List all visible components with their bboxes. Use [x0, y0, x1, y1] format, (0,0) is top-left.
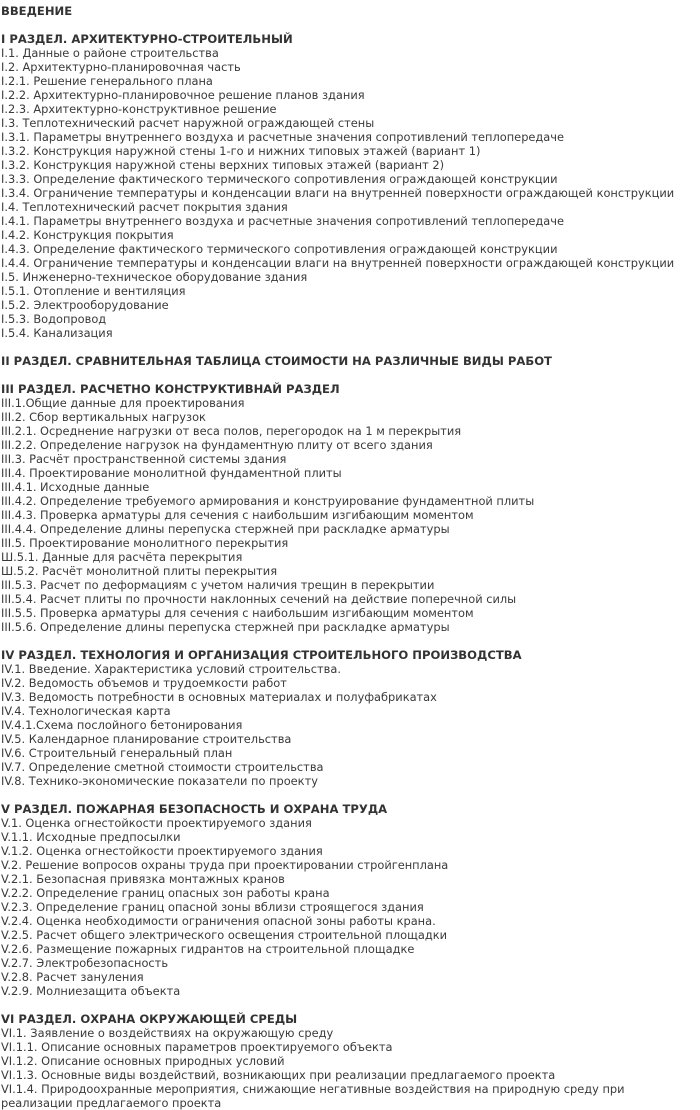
- toc-entry: I.4.3. Определение фактического термического сопротивления ограждающей конструкции: [1, 242, 558, 256]
- toc-entry: I.2.2. Архитектурно-планировочное решение планов здания: [1, 88, 365, 102]
- toc-entry: III.2.1. Осреднение нагрузки от веса полов, перегородок на 1 м перекрытия: [1, 424, 462, 438]
- toc-entry: IV.4. Технологическая карта: [1, 704, 171, 718]
- toc-entry: I.4.4. Ограничение температуры и конденсации влаги на внутренней поверхности ограждающей конструкции: [1, 256, 675, 270]
- toc-entry: V.2. Решение вопросов охраны труда при проектировании стройгенплана: [1, 858, 449, 872]
- section-heading: III РАЗДЕЛ. РАСЧЕТНО КОНСТРУКТИВНАЙ РАЗДЕЛ: [1, 382, 340, 396]
- section-heading: VI РАЗДЕЛ. ОХРАНА ОКРУЖАЮЩЕЙ СРЕДЫ: [1, 1012, 298, 1026]
- toc-entry: V.2.5. Расчет общего электрического освещения строительной площадки: [1, 928, 447, 942]
- toc-entry: I.2.1. Решение генерального плана: [1, 74, 213, 88]
- toc-entry: V.2.2. Определение границ опасных зон работы крана: [1, 886, 330, 900]
- toc-entry: III.5.6. Определение длины перепуска стержней при раскладке арматуры: [1, 620, 450, 634]
- toc-entry: III.5.3. Расчет по деформациям с учетом наличия трещин в перекрытии: [1, 578, 435, 592]
- section-heading: V РАЗДЕЛ. ПОЖАРНАЯ БЕЗОПАСНОСТЬ И ОХРАНА ТРУДА: [1, 802, 388, 816]
- toc-entry: III.2.2. Определение нагрузок на фундаментную плиту от всего здания: [1, 438, 433, 452]
- toc-entry: III.2. Сбор вертикальных нагрузок: [1, 410, 206, 424]
- section-gap: [1, 18, 700, 32]
- toc-entry: I.3.2. Конструкция наружной стены верхних типовых этажей (вариант 2): [1, 158, 445, 172]
- toc-entry: I.5. Инженерно-техническое оборудование здания: [1, 270, 308, 284]
- toc-entry: I.2.3. Архитектурно-конструктивное решение: [1, 102, 277, 116]
- toc-entry: Ш.5.2. Расчёт монолитной плиты перекрытия: [1, 564, 278, 578]
- toc-entry: III.5. Проектирование монолитного перекрытия: [1, 536, 289, 550]
- toc-entry: IV.7. Определение сметной стоимости строительства: [1, 760, 324, 774]
- toc-entry: I.3.2. Конструкция наружной стены 1-го и нижних типовых этажей (вариант 1): [1, 144, 481, 158]
- toc-entry: VI.1.2. Описание основных природных условий: [1, 1054, 285, 1068]
- toc-entry: III.3. Расчёт пространственной системы здания: [1, 452, 287, 466]
- toc-entry: IV.8. Технико-экономические показатели по проекту: [1, 774, 318, 788]
- toc-entry: III.4.1. Исходные данные: [1, 480, 150, 494]
- toc-entry: III.4.2. Определение требуемого армирования и конструирование фундаментной плиты: [1, 494, 535, 508]
- toc-entry: I.3.4. Ограничение температуры и конденсации влаги на внутренней поверхности ограждающей конструкции: [1, 186, 675, 200]
- toc-entry: III.1.Общие данные для проектирования: [1, 396, 245, 410]
- toc-entry: III.5.5. Проверка арматуры для сечения с наибольшим изгибающим моментом: [1, 606, 474, 620]
- toc-entry: III.4. Проектирование монолитной фундаментной плиты: [1, 466, 342, 480]
- section-heading: IV РАЗДЕЛ. ТЕХНОЛОГИЯ И ОРГАНИЗАЦИЯ СТРОИТЕЛЬНОГО ПРОИЗВОДСТВА: [1, 648, 522, 662]
- section-heading: I РАЗДЕЛ. АРХИТЕКТУРНО-СТРОИТЕЛЬНЫЙ: [1, 32, 293, 46]
- toc-entry: I.4.1. Параметры внутреннего воздуха и расчетные значения сопротивлений теплопередаче: [1, 214, 565, 228]
- toc-entry: I.4. Теплотехнический расчет покрытия здания: [1, 200, 288, 214]
- section-gap: [1, 368, 700, 382]
- toc-entry: I.5.1. Отопление и вентиляция: [1, 284, 186, 298]
- section-heading: ВВЕДЕНИЕ: [1, 4, 73, 18]
- toc-entry: I.2. Архитектурно-планировочная часть: [1, 60, 241, 74]
- toc-entry: V.2.9. Молниезащита объекта: [1, 984, 181, 998]
- toc-entry: IV.3. Ведомость потребности в основных материалах и полуфабрикатах: [1, 690, 437, 704]
- toc-entry: Ш.5.1. Данные для расчёта перекрытия: [1, 550, 243, 564]
- toc-entry: III.4.4. Определение длины перепуска стержней при раскладке арматуры: [1, 522, 450, 536]
- toc-entry: V.2.7. Электробезопасность: [1, 956, 169, 970]
- toc-entry: III.4.3. Проверка арматуры для сечения с наибольшим изгибающим моментом: [1, 508, 474, 522]
- toc-entry: VI.1. Заявление о воздействиях на окружающую среду: [1, 1026, 334, 1040]
- toc-entry: VI.1.3. Основные виды воздействий, возникающих при реализации предлагаемого проекта: [1, 1068, 556, 1082]
- toc-entry: V.2.6. Размещение пожарных гидрантов на строительной площадке: [1, 942, 415, 956]
- section-gap: [1, 634, 700, 648]
- toc-entry: V.1.1. Исходные предпосылки: [1, 830, 181, 844]
- toc-entry: I.3.3. Определение фактического термического сопротивления ограждающей конструкции: [1, 172, 558, 186]
- toc-entry: IV.4.1.Схема послойного бетонирования: [1, 718, 243, 732]
- toc-entry: I.3. Теплотехнический расчет наружной ограждающей стены: [1, 116, 375, 130]
- toc-entry: III.5.4. Расчет плиты по прочности наклонных сечений на действие поперечной силы: [1, 592, 517, 606]
- section-gap: [1, 998, 700, 1012]
- section-gap: [1, 788, 700, 802]
- toc-entry: VI.1.1. Описание основных параметров проектируемого объекта: [1, 1040, 393, 1054]
- toc-entry: I.4.2. Конструкция покрытия: [1, 228, 174, 242]
- toc-entry: IV.1. Введение. Характеристика условий строительства.: [1, 662, 341, 676]
- toc-entry: I.1. Данные о районе строительства: [1, 46, 219, 60]
- toc-entry: I.5.2. Электрооборудование: [1, 298, 169, 312]
- toc-entry: V.1. Оценка огнестойкости проектируемого здания: [1, 816, 312, 830]
- toc-entry: V.2.4. Оценка необходимости ограничения опасной зоны работы крана.: [1, 914, 436, 928]
- section-gap: [1, 340, 700, 354]
- section-heading: II РАЗДЕЛ. СРАВНИТЕЛЬНАЯ ТАБЛИЦА СТОИМОСТИ НА РАЗЛИЧНЫЕ ВИДЫ РАБОТ: [1, 354, 552, 368]
- toc-entry: IV.6. Строительный генеральный план: [1, 746, 233, 760]
- toc-entry: VI.1.4. Природоохранные мероприятия, снижающие негативные воздействия на природную среду при реализации предлагаемого проекта: [1, 1082, 625, 1110]
- toc-entry: V.2.8. Расчет зануления: [1, 970, 144, 984]
- toc-entry: I.5.3. Водопровод: [1, 312, 107, 326]
- toc-entry: V.2.3. Определение границ опасной зоны вблизи строящегося здания: [1, 900, 424, 914]
- toc-entry: V.1.2. Оценка огнестойкости проектируемого здания: [1, 844, 323, 858]
- toc-entry: IV.5. Календарное планирование строительства: [1, 732, 292, 746]
- toc-entry: I.3.1. Параметры внутреннего воздуха и расчетные значения сопротивлений теплопередаче: [1, 130, 565, 144]
- toc-entry: I.5.4. Канализация: [1, 326, 113, 340]
- toc-entry: IV.2. Ведомость объемов и трудоемкости работ: [1, 676, 287, 690]
- toc-entry: V.2.1. Безопасная привязка монтажных кранов: [1, 872, 285, 886]
